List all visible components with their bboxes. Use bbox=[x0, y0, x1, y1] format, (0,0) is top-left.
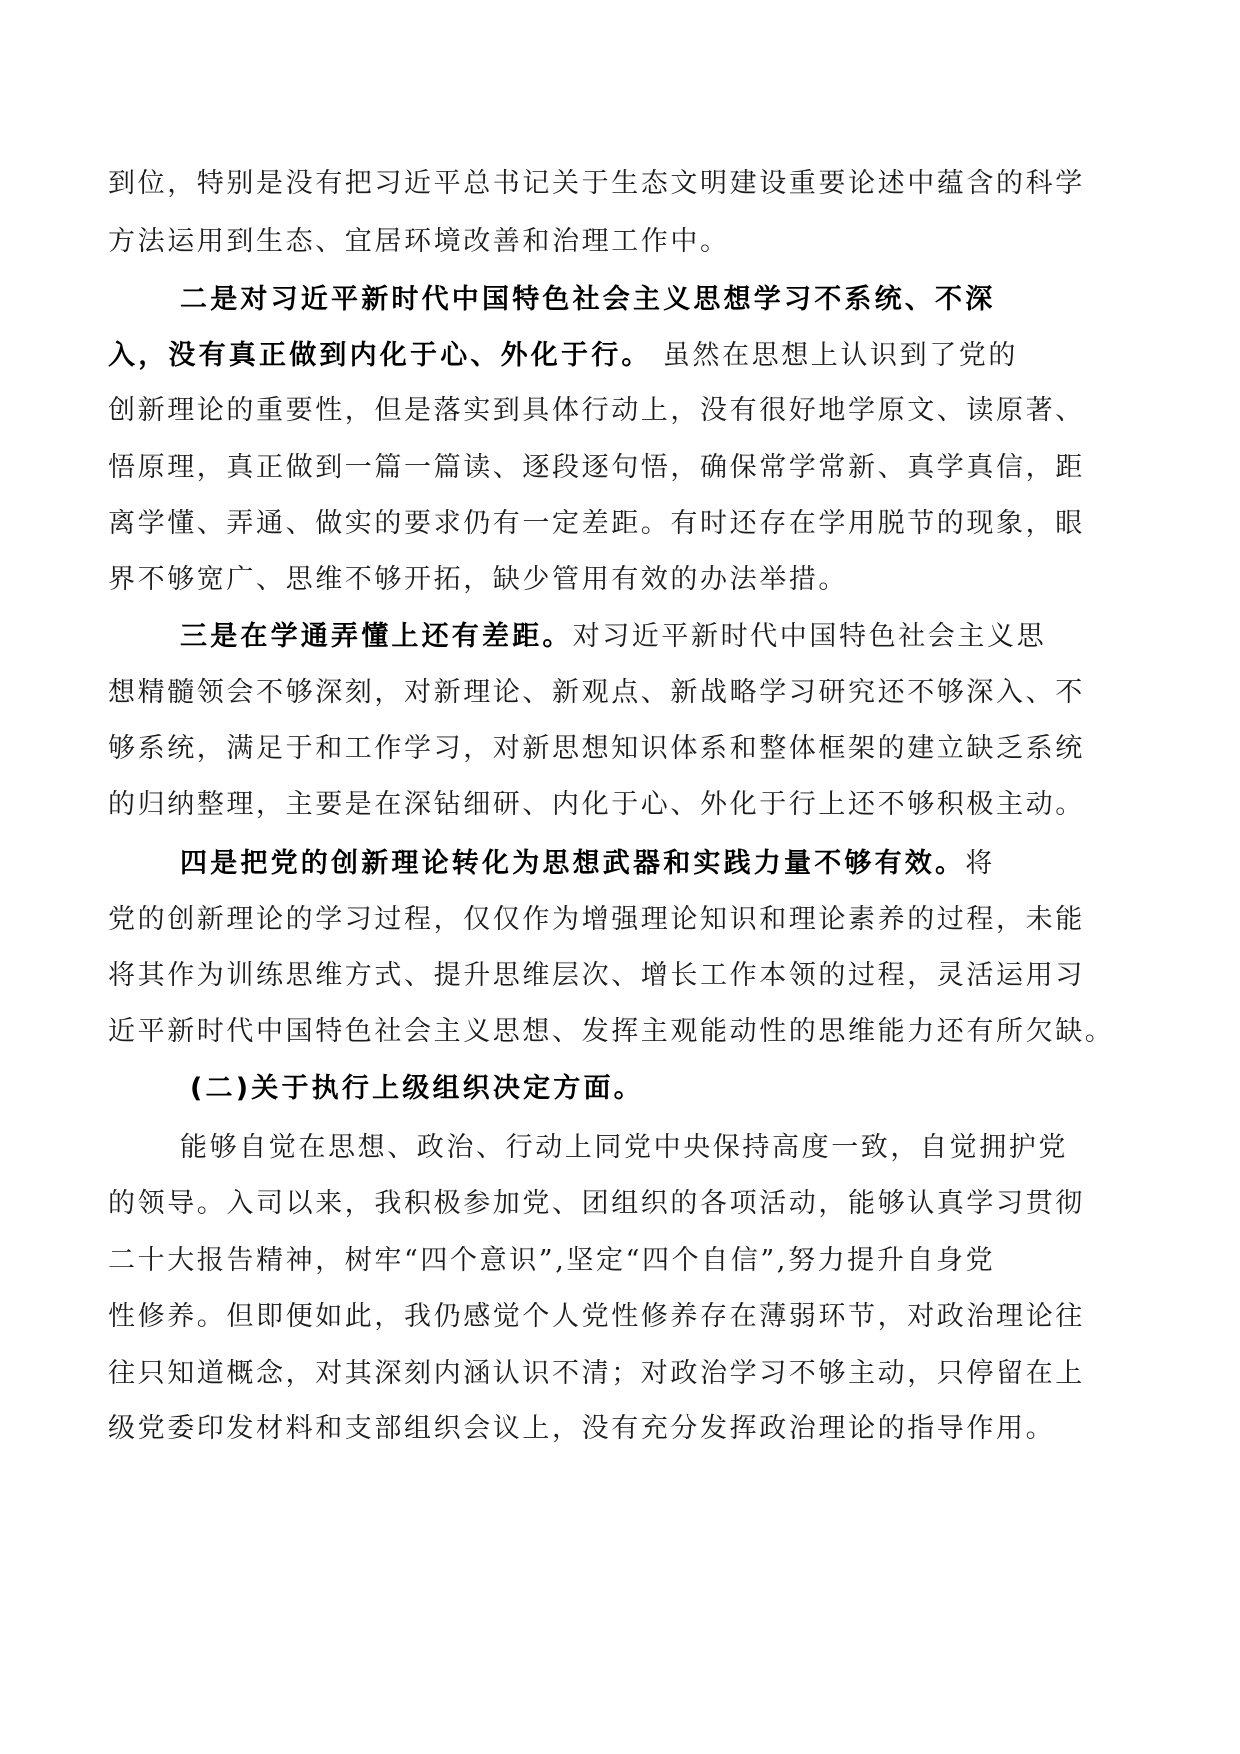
text-line bbox=[108, 450, 1085, 486]
text-line bbox=[108, 1411, 1055, 1447]
bold-run: 入，没有真正做到内化于心、外化于行。 bbox=[108, 340, 652, 371]
text-line bbox=[108, 902, 1085, 938]
text-line bbox=[108, 166, 1085, 202]
text-run: 界不够宽广、思维不够开拓，缺少管用有效的办法举措。 bbox=[108, 564, 848, 595]
text-run: 能够自觉在思想、政治、行动上同党中央保持高度一致，自觉拥护党 bbox=[180, 1132, 1068, 1163]
text-line bbox=[180, 846, 995, 882]
text-line bbox=[108, 1014, 1114, 1050]
bold-run: 四是把党的创新理论转化为思想武器和实践力量不够有效。 bbox=[180, 848, 966, 879]
text-run: 二十大报告精神，树牢“四个意识”,坚定“四个自信”,努力提升自身党 bbox=[108, 1245, 996, 1276]
text-run: 够系统，满足于和工作学习，对新思想知识体系和整体框架的建立缺乏系统 bbox=[108, 733, 1085, 764]
text-run: 方法运用到生态、宜居环境改善和治理工作中。 bbox=[108, 226, 730, 257]
text-line bbox=[108, 224, 730, 260]
text-run: 离学懂、弄通、做实的要求仍有一定差距。有时还存在学用脱节的现象，眼 bbox=[108, 508, 1085, 539]
text-line bbox=[108, 958, 1085, 994]
text-line bbox=[108, 562, 848, 598]
text-line bbox=[108, 1243, 995, 1279]
text-run: 创新理论的重要性，但是落实到具体行动上，没有很好地学原文、读原著、 bbox=[108, 395, 1085, 426]
text-line bbox=[108, 1299, 1085, 1335]
bold-run: 二是对习近平新时代中国特色社会主义思想学习不系统、不深 bbox=[180, 284, 996, 315]
text-run: 到位，特别是没有把习近平总书记关于生态文明建设重要论述中蕴含的科学 bbox=[108, 168, 1085, 199]
section-heading bbox=[190, 1071, 644, 1107]
text-line bbox=[108, 787, 1085, 823]
text-run: 将 bbox=[965, 848, 995, 879]
text-run: 党的创新理论的学习过程，仅仅作为增强理论知识和理论素养的过程，未能 bbox=[108, 904, 1085, 935]
text-run: 级党委印发材料和支部组织会议上，没有充分发挥政治理论的指导作用。 bbox=[108, 1413, 1056, 1444]
bold-heading-line bbox=[180, 282, 995, 318]
text-run: 的归纳整理，主要是在深钻细研、内化于心、外化于行上还不够积极主动。 bbox=[108, 789, 1085, 820]
text-run: 将其作为训练思维方式、提升思维层次、增长工作本领的过程，灵活运用习 bbox=[108, 960, 1085, 991]
text-run: 的领导。入司以来，我积极参加党、团组织的各项活动，能够认真学习贯彻 bbox=[108, 1188, 1085, 1219]
text-line bbox=[108, 1186, 1085, 1222]
text-line bbox=[108, 338, 1018, 374]
text-run: 近平新时代中国特色社会主义思想、发挥主观能动性的思维能力还有所欠缺。 bbox=[108, 1016, 1115, 1047]
text-line bbox=[108, 675, 1085, 711]
text-run: 往只知道概念，对其深刻内涵认识不清；对政治学习不够主动，只停留在上 bbox=[108, 1358, 1085, 1389]
text-line bbox=[108, 731, 1085, 767]
text-run: 虽然在思想上认识到了党的 bbox=[651, 340, 1018, 371]
text-run: 想精髓领会不够深刻，对新理论、新观点、新战略学习研究还不够深入、不 bbox=[108, 677, 1085, 708]
text-line bbox=[108, 1356, 1085, 1392]
text-line bbox=[108, 506, 1085, 542]
text-line bbox=[180, 1130, 1068, 1166]
text-run: 性修养。但即便如此，我仍感觉个人党性修养存在薄弱环节，对政治理论往 bbox=[108, 1301, 1085, 1332]
text-run: 悟原理，真正做到一篇一篇读、逐段逐句悟，确保常学常新、真学真信，距 bbox=[108, 452, 1085, 483]
text-run: 对习近平新时代中国特色社会主义思 bbox=[572, 621, 1047, 652]
text-line bbox=[180, 619, 1046, 655]
bold-run: 三是在学通弄懂上还有差距。 bbox=[180, 621, 573, 652]
bold-run: (二)关于执行上级组织决定方面。 bbox=[190, 1073, 644, 1104]
text-line bbox=[108, 393, 1085, 429]
